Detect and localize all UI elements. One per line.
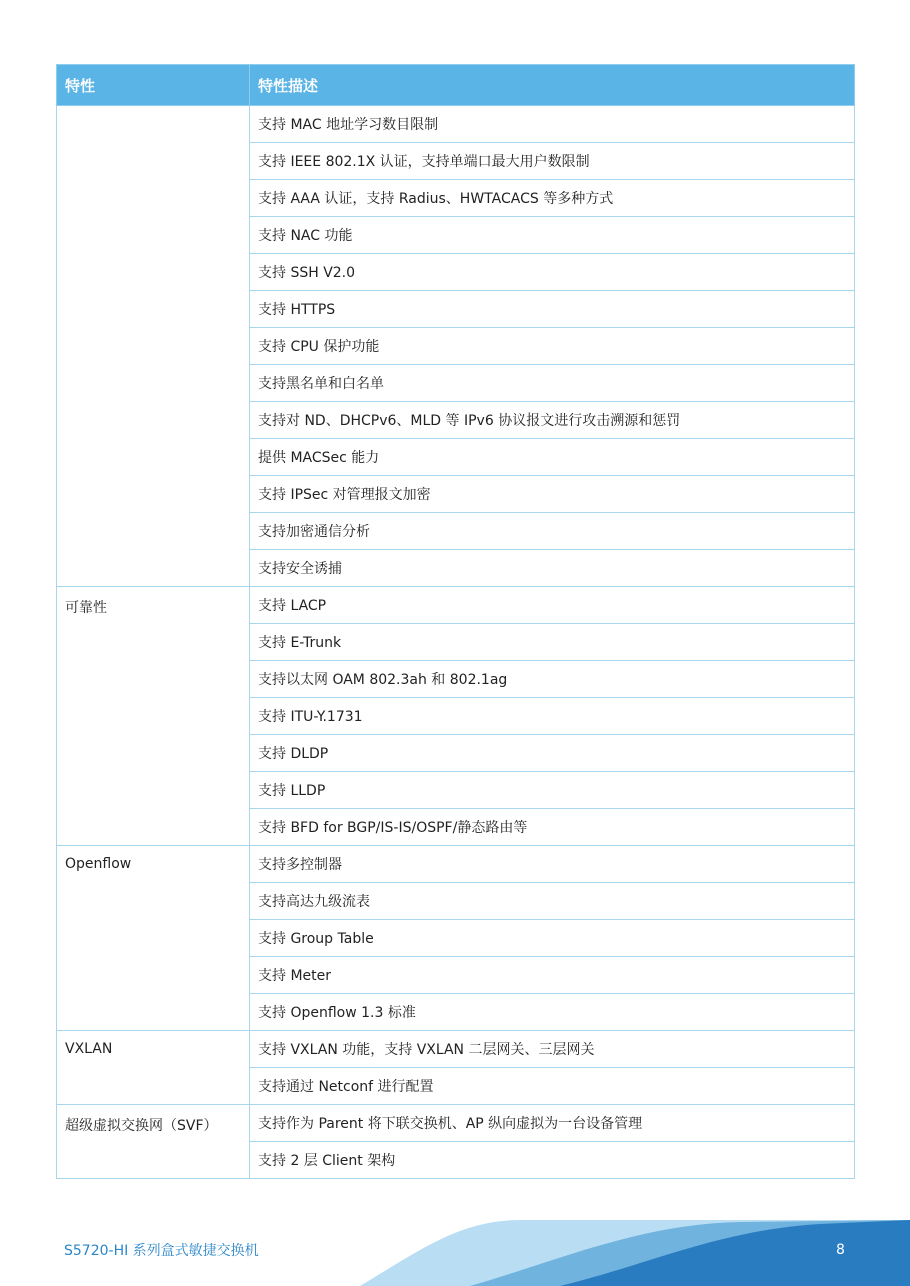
- feature-description-cell: 支持 2 层 Client 架构: [250, 1142, 855, 1179]
- feature-category-cell: 超级虚拟交换网（SVF）: [57, 1105, 250, 1179]
- feature-description-cell: 支持黑名单和白名单: [250, 365, 855, 402]
- feature-description-cell: 支持 IEEE 802.1X 认证，支持单端口最大用户数限制: [250, 143, 855, 180]
- feature-description-cell: 支持 Meter: [250, 957, 855, 994]
- table-row: [57, 1031, 855, 1068]
- feature-description-cell: 支持 Group Table: [250, 920, 855, 957]
- feature-description-cell: 支持以太网 OAM 802.3ah 和 802.1ag: [250, 661, 855, 698]
- feature-description-cell: 支持 SSH V2.0: [250, 254, 855, 291]
- feature-description-cell: 支持 E-Trunk: [250, 624, 855, 661]
- table-row: [57, 1105, 855, 1142]
- feature-description-cell: 支持 DLDP: [250, 735, 855, 772]
- table-row: [57, 587, 855, 624]
- page-number: 8: [836, 1242, 845, 1258]
- feature-category-cell: 可靠性: [57, 587, 250, 846]
- feature-description-cell: 支持 AAA 认证，支持 Radius、HWTACACS 等多种方式: [250, 180, 855, 217]
- feature-description-cell: 支持加密通信分析: [250, 513, 855, 550]
- feature-description-cell: 支持 VXLAN 功能，支持 VXLAN 二层网关、三层网关: [250, 1031, 855, 1068]
- feature-description-cell: 支持 HTTPS: [250, 291, 855, 328]
- feature-description-cell: 支持 LLDP: [250, 772, 855, 809]
- feature-description-cell: 支持 Openflow 1.3 标准: [250, 994, 855, 1031]
- header-description: 特性描述: [250, 65, 855, 106]
- feature-category-cell: VXLAN: [57, 1031, 250, 1105]
- feature-description-cell: 支持对 ND、DHCPv6、MLD 等 IPv6 协议报文进行攻击溯源和惩罚: [250, 402, 855, 439]
- feature-description-cell: 支持 IPSec 对管理报文加密: [250, 476, 855, 513]
- feature-description-cell: 支持多控制器: [250, 846, 855, 883]
- feature-description-cell: 支持通过 Netconf 进行配置: [250, 1068, 855, 1105]
- feature-description-cell: 支持 CPU 保护功能: [250, 328, 855, 365]
- feature-description-cell: 支持高达九级流表: [250, 883, 855, 920]
- footer-title: S5720-HI 系列盒式敏捷交换机: [64, 1243, 259, 1259]
- feature-description-cell: 支持 ITU-Y.1731: [250, 698, 855, 735]
- feature-description-cell: 支持 LACP: [250, 587, 855, 624]
- feature-description-cell: 支持 MAC 地址学习数目限制: [250, 106, 855, 143]
- feature-category-cell: [57, 106, 250, 587]
- table-header-row: [57, 65, 855, 106]
- table-body: [57, 106, 855, 1179]
- feature-description-cell: 支持作为 Parent 将下联交换机、AP 纵向虚拟为一台设备管理: [250, 1105, 855, 1142]
- feature-description-cell: 支持 BFD for BGP/IS-IS/OSPF/静态路由等: [250, 809, 855, 846]
- table-row: [57, 846, 855, 883]
- feature-category-cell: Openflow: [57, 846, 250, 1031]
- feature-description-cell: 支持安全诱捕: [250, 550, 855, 587]
- feature-description-cell: 提供 MACSec 能力: [250, 439, 855, 476]
- spec-table: [56, 64, 855, 1179]
- header-feature: 特性: [57, 65, 250, 106]
- feature-description-cell: 支持 NAC 功能: [250, 217, 855, 254]
- table-row: [57, 106, 855, 143]
